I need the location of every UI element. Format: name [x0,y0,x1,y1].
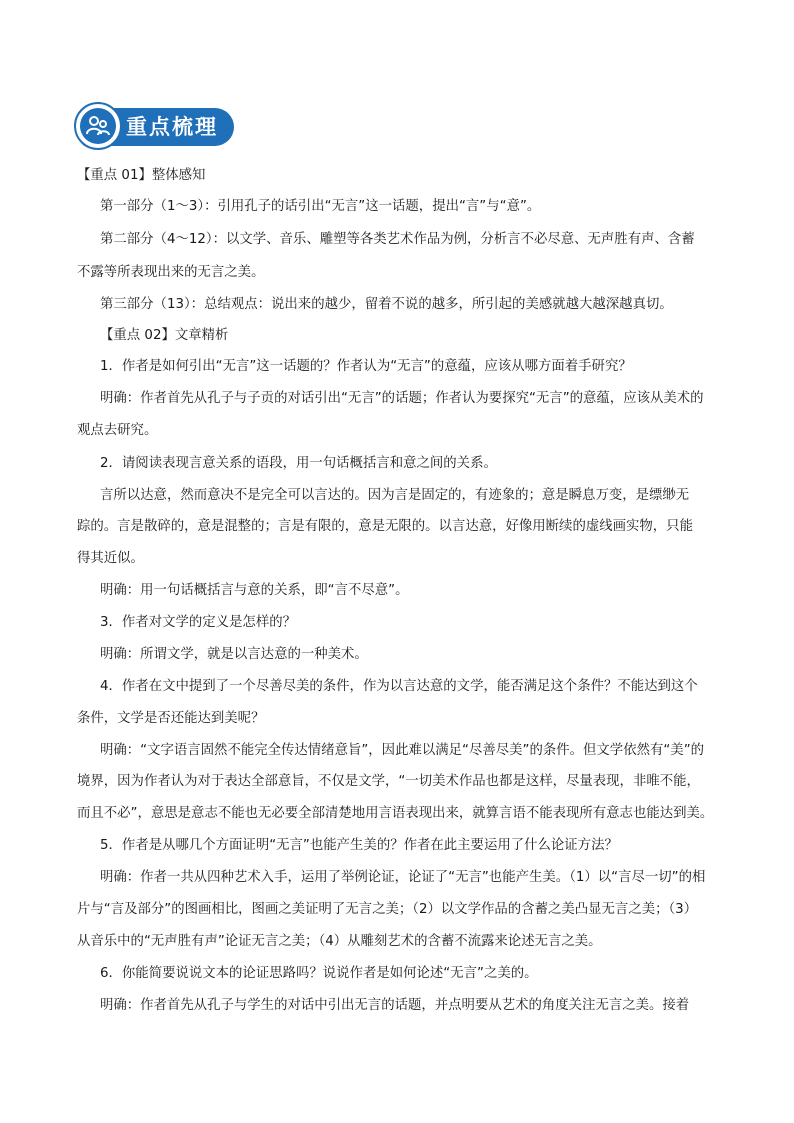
question-6: 6．你能简要说说文本的论证思路吗？说说作者是如何论述“无言”之美的。 [100,966,538,981]
heading-point-02: 【重点 02】文章精析 [100,328,229,343]
question-4-continued: 条件，文学是否还能达到美呢？ [77,711,265,726]
paragraph-line: 第二部分（4～12）：以文学、音乐、雕塑等各类艺术作品为例，分析言不必尽意、无声胜有声、含蓄 [100,232,695,247]
paragraph-line: 第一部分（1～3）：引用孔子的话引出“无言”这一话题，提出“言”与“意”。 [100,199,541,214]
quote-line: 得其近似。 [77,551,144,566]
question-3: 3．作者对文学的定义是怎样的？ [100,615,296,630]
answer-line: 而且不必”，意思是意志不能也无必要全部清楚地用言语表现出来，就算言语不能表现所有意志也能达到美。 [77,806,714,821]
answer-line: 明确：作者一共从四种艺术入手，运用了举例论证，论证了“无言”也能产生美。（1）以“言尽一切”的相 [100,870,706,885]
quote-line: 踪的。言是散碎的，意是混整的；言是有限的，意是无限的。以言达意，好像用断续的虚线画实物，只能 [77,519,693,534]
answer-line: 境界，因为作者认为对于表达全部意旨，不仅是文学，“一切美术作品也都是这样，尽量表现，非唯不能， [77,774,700,789]
answer-line: 从音乐中的“无声胜有声”论证无言之美；（4）从雕刻艺术的含蓄不流露来论述无言之美。 [77,934,602,949]
question-4: 4．作者在文中提到了一个尽善尽美的条件，作为以言达意的文学，能否满足这个条件？不能达到这个 [100,679,698,694]
paragraph-line: 不露等所表现出来的无言之美。 [77,265,265,280]
answer-line: 明确：作者首先从孔子与学生的对话中引出无言的话题，并点明要从艺术的角度关注无言之美。接着 [100,998,690,1013]
answer-line: 片与“言及部分”的图画相比，图画之美证明了无言之美；（2）以文学作品的含蓄之美凸显无言之美；（3） [77,902,698,917]
answer-line: 明确：所谓文学，就是以言达意的一种美术。 [100,647,368,662]
answer-line: 明确：作者首先从孔子与子贡的对话引出“无言”的话题；作者认为要探究“无言”的意蕴，应该从美术的 [100,391,704,406]
question-5: 5．作者是从哪几个方面证明“无言”也能产生美的？作者在此主要运用了什么论证方法？ [100,838,618,853]
answer-line: 明确：用一句话概括言与意的关系，即“言不尽意”。 [100,583,409,598]
question-2: 2．请阅读表现言意关系的语段，用一句话概括言和意之间的关系。 [100,456,497,471]
question-1: 1．作者是如何引出“无言”这一话题的？作者认为“无言”的意蕴，应该从哪方面着手研究？ [100,359,632,374]
answer-line: 明确：“文字语言固然不能完全传达情绪意旨”，因此难以满足“尽善尽美”的条件。但文学依然有“美”的 [100,743,705,758]
people-icon [74,102,122,150]
banner-title: 重点梳理 [126,115,218,139]
paragraph-line: 第三部分（13）：总结观点：说出来的越少，留着不说的越多，所引起的美感就越大越深越真切。 [100,297,673,312]
answer-line: 观点去研究。 [77,423,158,438]
heading-point-01: 【重点 01】整体感知 [77,168,206,183]
quote-line: 言所以达意，然而意决不是完全可以言达的。因为言是固定的，有迹象的；意是瞬息万变，是缥缈无 [100,488,690,503]
section-banner [74,102,236,152]
